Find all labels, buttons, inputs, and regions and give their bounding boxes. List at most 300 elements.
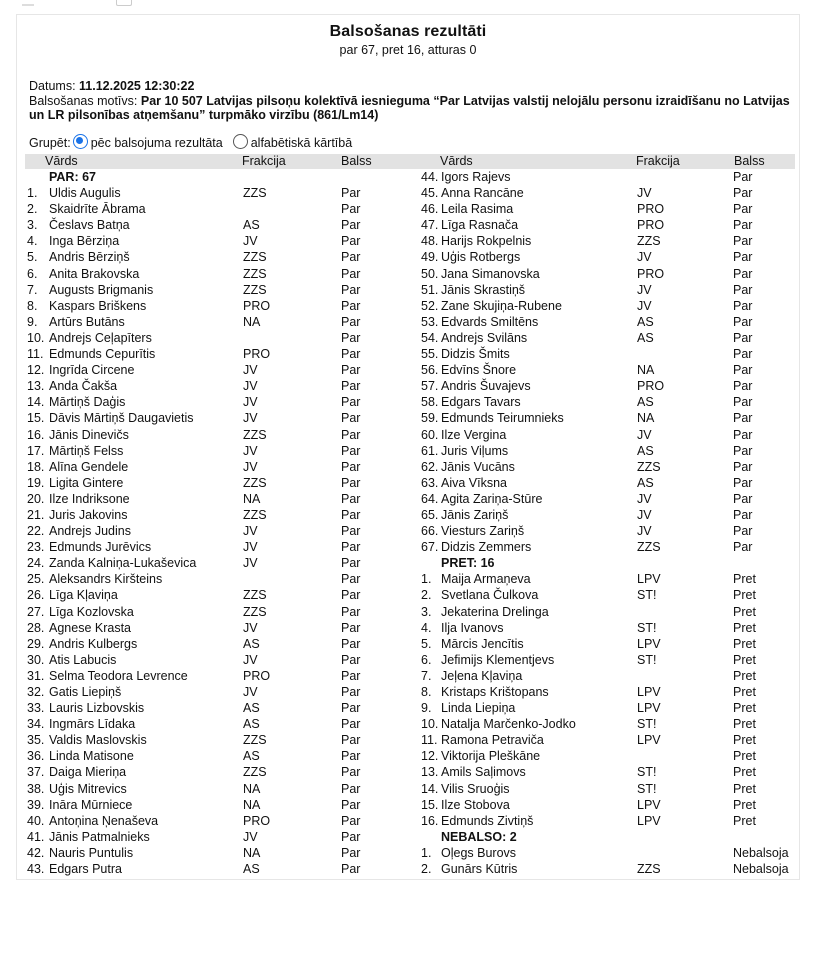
vote-cell: Pret xyxy=(733,604,756,619)
faction-cell: JV xyxy=(243,540,258,555)
row-number: 34. xyxy=(27,717,45,732)
table-row xyxy=(419,620,804,636)
member-name: Vilis Sruoģis xyxy=(441,781,510,796)
row-number: 14. xyxy=(27,395,45,410)
vote-cell: Par xyxy=(341,491,361,506)
vote-cell: Par xyxy=(733,186,753,201)
table-row xyxy=(25,813,410,829)
vote-cell: Par xyxy=(341,685,361,699)
browser-chrome-edge xyxy=(0,0,140,6)
member-name: Viesturs Zariņš xyxy=(441,524,525,539)
vote-cell: Pret xyxy=(733,685,756,699)
faction-cell: NA xyxy=(637,363,655,378)
member-name: Anda Čakša xyxy=(49,379,118,394)
radio-by-result-label[interactable]: pēc balsojuma rezultāta xyxy=(90,136,223,150)
row-number: 65. xyxy=(421,507,439,522)
table-row xyxy=(25,620,410,636)
member-name: Zanda Kalniņa-Lukaševica xyxy=(49,556,197,571)
member-name: Ramona Petraviča xyxy=(441,733,544,748)
faction-cell: AS xyxy=(243,717,260,732)
member-name: Maija Armaņeva xyxy=(441,572,531,587)
table-row xyxy=(419,266,804,282)
member-name: Edmunds Teirumnieks xyxy=(441,411,564,426)
table-row xyxy=(419,845,804,861)
vote-cell: Par xyxy=(341,588,361,603)
vote-cell: Par xyxy=(341,507,361,522)
row-number: 23. xyxy=(27,540,45,555)
faction-cell: JV xyxy=(243,829,258,844)
row-number: 8. xyxy=(421,685,432,699)
vote-cell: Par xyxy=(733,540,753,555)
vote-cell: Par xyxy=(341,298,361,313)
table-row xyxy=(25,185,410,201)
faction-cell: ST! xyxy=(637,588,657,603)
member-name: Mārcis Jencītis xyxy=(441,636,524,651)
table-row xyxy=(25,555,410,571)
faction-cell: JV xyxy=(637,282,652,297)
faction-cell: ZZS xyxy=(243,507,267,522)
vote-cell: Par xyxy=(341,765,361,780)
member-name: Uldis Augulis xyxy=(49,186,121,201)
table-row xyxy=(25,314,410,330)
vote-cell: Par xyxy=(341,186,361,201)
table-row xyxy=(419,748,804,764)
row-number: 2. xyxy=(27,202,38,217)
row-number: 7. xyxy=(27,282,38,297)
table-row xyxy=(25,684,410,700)
vote-cell: Par xyxy=(341,604,361,619)
vote-cell: Par xyxy=(733,298,753,313)
member-name: Jānis Dinevičs xyxy=(49,427,129,442)
vote-cell: Par xyxy=(341,363,361,378)
faction-cell: JV xyxy=(637,524,652,539)
table-row xyxy=(419,282,804,298)
member-name: Ilze Vergina xyxy=(441,427,507,442)
row-number: 55. xyxy=(421,347,439,362)
member-name: Kristaps Krištopans xyxy=(441,685,549,699)
table-row xyxy=(25,266,410,282)
vote-cell: Par xyxy=(733,314,753,329)
row-number: 13. xyxy=(421,765,439,780)
table-row xyxy=(419,636,804,652)
vote-cell: Par xyxy=(733,282,753,297)
faction-cell: PRO xyxy=(243,347,271,362)
row-number: 3. xyxy=(421,604,432,619)
faction-cell: LPV xyxy=(637,813,661,828)
table-row xyxy=(25,652,410,668)
row-number: 6. xyxy=(27,266,38,281)
table-row xyxy=(419,201,804,217)
row-number: 53. xyxy=(421,314,439,329)
member-name: Ingrīda Circene xyxy=(49,363,135,378)
member-name: Edmunds Cepurītis xyxy=(49,347,156,362)
table-row xyxy=(419,764,804,780)
table-row xyxy=(25,410,410,426)
faction-cell: AS xyxy=(243,749,260,764)
table-row xyxy=(419,539,804,555)
member-name: Jana Simanovska xyxy=(441,266,540,281)
table-row xyxy=(25,298,410,314)
vote-meta xyxy=(29,79,799,123)
vote-cell: Par xyxy=(341,717,361,732)
row-number: 28. xyxy=(27,620,45,635)
header-name-2: Vārds xyxy=(440,154,473,168)
faction-cell: PRO xyxy=(243,298,271,313)
row-number: 14. xyxy=(421,781,439,796)
row-number: 16. xyxy=(27,427,45,442)
row-number: 20. xyxy=(27,491,45,506)
faction-cell: ZZS xyxy=(637,234,661,249)
section-label: NEBALSO: 2 xyxy=(441,829,517,844)
faction-cell: JV xyxy=(637,427,652,442)
faction-cell: JV xyxy=(637,298,652,313)
vote-cell: Par xyxy=(341,411,361,426)
faction-cell: ST! xyxy=(637,717,657,732)
vote-cell: Par xyxy=(733,379,753,394)
row-number: 24. xyxy=(27,556,45,571)
edge-tab xyxy=(116,0,132,6)
faction-cell: JV xyxy=(243,620,258,635)
page-title: Balsošanas rezultāti xyxy=(329,23,487,40)
member-name: Jefimijs Klementjevs xyxy=(441,652,555,667)
row-number: 27. xyxy=(27,604,45,619)
member-name: Dāvis Mārtiņš Daugavietis xyxy=(49,411,194,426)
table-row xyxy=(419,587,804,603)
vote-cell: Par xyxy=(341,379,361,394)
edge-mark xyxy=(22,0,34,6)
row-number: 58. xyxy=(421,395,439,410)
table-row xyxy=(419,475,804,491)
vote-cell: Par xyxy=(341,749,361,764)
row-number: 3. xyxy=(27,218,38,233)
member-name: Valdis Maslovskis xyxy=(49,733,147,748)
vote-cell: Par xyxy=(733,250,753,265)
vote-cell: Par xyxy=(733,218,753,233)
faction-cell: NA xyxy=(243,845,261,860)
section-heading xyxy=(25,169,410,185)
member-name: Augusts Brigmanis xyxy=(49,282,154,297)
table-row xyxy=(419,394,804,410)
vote-cell: Par xyxy=(341,234,361,249)
faction-cell: ZZS xyxy=(243,588,267,603)
row-number: 17. xyxy=(27,443,45,458)
table-row xyxy=(25,539,410,555)
motive-line xyxy=(29,94,799,123)
row-number: 66. xyxy=(421,524,439,539)
vote-cell: Pret xyxy=(733,652,756,667)
faction-cell: JV xyxy=(243,395,258,410)
member-name: Linda Matisone xyxy=(49,749,134,764)
member-name: Didzis Zemmers xyxy=(441,540,532,555)
row-number: 4. xyxy=(421,620,432,635)
faction-cell: NA xyxy=(243,314,261,329)
table-row xyxy=(419,604,804,620)
row-number: 31. xyxy=(27,668,45,683)
table-row xyxy=(25,378,410,394)
vote-cell: Pret xyxy=(733,717,756,732)
vote-cell: Par xyxy=(341,524,361,539)
member-name: Artūrs Butāns xyxy=(49,314,125,329)
motive-label: Balsošanas motīvs: xyxy=(29,93,141,108)
table-row xyxy=(419,732,804,748)
member-name: Ilze Stobova xyxy=(441,797,510,812)
row-number: 6. xyxy=(421,652,432,667)
table-row xyxy=(419,507,804,523)
faction-cell: PRO xyxy=(243,813,271,828)
header-vote-2: Balss xyxy=(734,154,765,168)
faction-cell: AS xyxy=(637,330,654,345)
vote-cell: Pret xyxy=(733,588,756,603)
row-number: 44. xyxy=(421,170,439,184)
table-row xyxy=(419,443,804,459)
row-number: 61. xyxy=(421,443,439,458)
row-number: 15. xyxy=(421,797,439,812)
member-name: Andrejs Judins xyxy=(49,524,131,539)
table-row xyxy=(25,764,410,780)
row-number: 56. xyxy=(421,363,439,378)
table-row xyxy=(25,571,410,587)
table-row xyxy=(25,491,410,507)
faction-cell: AS xyxy=(637,395,654,410)
row-number: 12. xyxy=(421,749,439,764)
row-number: 9. xyxy=(421,701,432,716)
faction-cell: AS xyxy=(637,475,654,490)
member-name: Edmunds Zivtiņš xyxy=(441,813,534,828)
member-name: Amils Saļimovs xyxy=(441,765,526,780)
member-name: Aleksandrs Kiršteins xyxy=(49,572,163,587)
row-number: 10. xyxy=(421,717,439,732)
member-name: Mārtiņš Felss xyxy=(49,443,124,458)
vote-cell: Nebalsoja xyxy=(733,862,789,877)
table-row xyxy=(419,346,804,362)
vote-cell: Par xyxy=(341,636,361,651)
faction-cell: ZZS xyxy=(243,266,267,281)
date-value: 11.12.2025 12:30:22 xyxy=(79,79,195,93)
vote-cell: Par xyxy=(341,330,361,345)
table-row xyxy=(25,668,410,684)
vote-cell: Pret xyxy=(733,749,756,764)
row-number: 10. xyxy=(27,330,45,345)
member-name: Ingmārs Līdaka xyxy=(49,717,136,732)
vote-cell: Par xyxy=(733,234,753,249)
faction-cell: JV xyxy=(637,491,652,506)
member-name: Viktorija Pleškāne xyxy=(441,749,541,764)
vote-cell: Par xyxy=(341,347,361,362)
table-row xyxy=(419,652,804,668)
faction-cell: JV xyxy=(243,234,258,249)
table-row xyxy=(25,362,410,378)
faction-cell: PRO xyxy=(637,202,665,217)
member-name: Gatis Liepiņš xyxy=(49,685,122,699)
table-row xyxy=(25,636,410,652)
faction-cell: ZZS xyxy=(243,186,267,201)
member-name: Česlavs Batņa xyxy=(49,218,130,233)
row-number: 42. xyxy=(27,845,45,860)
table-row xyxy=(419,523,804,539)
table-row xyxy=(419,314,804,330)
vote-cell: Par xyxy=(733,411,753,426)
member-name: Ligita Gintere xyxy=(49,475,124,490)
row-number: 2. xyxy=(421,588,432,603)
row-number: 46. xyxy=(421,202,439,217)
member-name: Mārtiņš Daģis xyxy=(49,395,126,410)
motive-value: Par 10 507 Latvijas pilsoņu kolektīvā iesnieguma “Par Latvijas valstij nelojālu personu izraidīšanu no Latvijas un LR pilsonības atņemšanu” turpmāko virzību (861/Lm14) xyxy=(29,93,790,122)
radio-by-result[interactable] xyxy=(73,134,88,149)
row-number: 59. xyxy=(421,411,439,426)
row-number: 33. xyxy=(27,701,45,716)
faction-cell: JV xyxy=(243,411,258,426)
vote-cell: Par xyxy=(733,459,753,474)
member-name: Kaspars Briškens xyxy=(49,298,147,313)
faction-cell: JV xyxy=(637,507,652,522)
faction-cell: ZZS xyxy=(243,250,267,265)
member-name: Oļegs Burovs xyxy=(441,845,517,860)
member-name: Edgars Tavars xyxy=(441,395,521,410)
member-name: Līga Kozlovska xyxy=(49,604,134,619)
member-name: Andris Kulbergs xyxy=(49,636,138,651)
faction-cell: ZZS xyxy=(637,540,661,555)
vote-cell: Par xyxy=(341,813,361,828)
table-row xyxy=(25,732,410,748)
table-row xyxy=(25,217,410,233)
table-row xyxy=(25,845,410,861)
member-name: Juris Jakovins xyxy=(49,507,128,522)
vote-cell: Pret xyxy=(733,572,756,587)
faction-cell: JV xyxy=(243,459,258,474)
row-number: 43. xyxy=(27,862,45,877)
row-number: 52. xyxy=(421,298,439,313)
vote-cell: Pret xyxy=(733,668,756,683)
vote-cell: Pret xyxy=(733,620,756,635)
faction-cell: PRO xyxy=(243,668,271,683)
vote-cell: Par xyxy=(733,524,753,539)
table-row xyxy=(419,362,804,378)
vote-cell: Pret xyxy=(733,797,756,812)
table-row xyxy=(419,217,804,233)
row-number: 30. xyxy=(27,652,45,667)
results-sheet xyxy=(16,14,800,880)
row-number: 18. xyxy=(27,459,45,474)
table-row xyxy=(25,797,410,813)
table-row xyxy=(25,861,410,877)
member-name: Edgars Putra xyxy=(49,862,122,877)
radio-alphabetical-label[interactable]: alfabētiskā kārtībā xyxy=(250,136,353,150)
table-row xyxy=(25,587,410,603)
row-number: 19. xyxy=(27,475,45,490)
faction-cell: ZZS xyxy=(243,765,267,780)
member-name: Uģis Rotbergs xyxy=(441,250,521,265)
row-number: 50. xyxy=(421,266,439,281)
faction-cell: ST! xyxy=(637,652,657,667)
row-number: 15. xyxy=(27,411,45,426)
faction-cell: AS xyxy=(243,701,260,716)
row-number: 35. xyxy=(27,733,45,748)
row-number: 48. xyxy=(421,234,439,249)
vote-cell: Par xyxy=(733,395,753,410)
row-number: 47. xyxy=(421,218,439,233)
vote-cell: Par xyxy=(341,733,361,748)
row-number: 64. xyxy=(421,491,439,506)
faction-cell: ZZS xyxy=(243,733,267,748)
results-column-left xyxy=(25,169,410,877)
faction-cell: PRO xyxy=(637,266,665,281)
vote-cell: Par xyxy=(341,395,361,410)
row-number: 57. xyxy=(421,379,439,394)
faction-cell: AS xyxy=(243,218,260,233)
table-row xyxy=(419,861,804,877)
member-name: Jeļena Kļaviņa xyxy=(441,668,523,683)
vote-cell: Par xyxy=(341,845,361,860)
member-name: Zane Skujiņa-Rubene xyxy=(441,298,562,313)
member-name: Didzis Šmits xyxy=(441,347,510,362)
faction-cell: JV xyxy=(243,556,258,571)
faction-cell: LPV xyxy=(637,733,661,748)
faction-cell: ST! xyxy=(637,781,657,796)
member-name: Edmunds Jurēvics xyxy=(49,540,152,555)
faction-cell: ST! xyxy=(637,765,657,780)
table-row xyxy=(419,781,804,797)
vote-cell: Par xyxy=(341,202,361,217)
faction-cell: ZZS xyxy=(243,427,267,442)
radio-alphabetical[interactable] xyxy=(233,134,248,149)
row-number: 40. xyxy=(27,813,45,828)
member-name: Andris Bērziņš xyxy=(49,250,130,265)
table-row xyxy=(419,330,804,346)
table-row xyxy=(419,700,804,716)
row-number: 9. xyxy=(27,314,38,329)
member-name: Jānis Zariņš xyxy=(441,507,509,522)
member-name: Linda Liepiņa xyxy=(441,701,516,716)
member-name: Anna Rancāne xyxy=(441,186,524,201)
table-row xyxy=(419,249,804,265)
vote-cell: Par xyxy=(341,540,361,555)
table-row xyxy=(25,459,410,475)
table-row xyxy=(25,781,410,797)
member-name: Igors Rajevs xyxy=(441,170,511,184)
member-name: Agnese Krasta xyxy=(49,620,131,635)
member-name: Jānis Vucāns xyxy=(441,459,515,474)
row-number: 67. xyxy=(421,540,439,555)
faction-cell: AS xyxy=(637,443,654,458)
table-row xyxy=(419,427,804,443)
vote-cell: Par xyxy=(733,266,753,281)
vote-cell: Par xyxy=(341,282,361,297)
member-name: Nauris Puntulis xyxy=(49,845,134,860)
member-name: Daiga Mieriņa xyxy=(49,765,127,780)
row-number: 51. xyxy=(421,282,439,297)
vote-cell: Par xyxy=(733,347,753,362)
section-label: PAR: 67 xyxy=(49,170,97,184)
vote-cell: Par xyxy=(733,363,753,378)
row-number: 7. xyxy=(421,668,432,683)
member-name: Jekaterina Drelinga xyxy=(441,604,549,619)
member-name: Skaidrīte Ābrama xyxy=(49,202,146,217)
member-name: Natalja Marčenko-Jodko xyxy=(441,717,576,732)
row-number: 2. xyxy=(421,862,432,877)
row-number: 13. xyxy=(27,379,45,394)
faction-cell: AS xyxy=(637,314,654,329)
table-header xyxy=(25,154,795,169)
table-row xyxy=(25,201,410,217)
table-row xyxy=(25,507,410,523)
vote-cell: Par xyxy=(341,652,361,667)
faction-cell: ZZS xyxy=(243,282,267,297)
vote-cell: Par xyxy=(341,829,361,844)
vote-cell: Par xyxy=(341,475,361,490)
member-name: Svetlana Čulkova xyxy=(441,588,539,603)
member-name: Harijs Rokpelnis xyxy=(441,234,532,249)
faction-cell: AS xyxy=(243,636,260,651)
